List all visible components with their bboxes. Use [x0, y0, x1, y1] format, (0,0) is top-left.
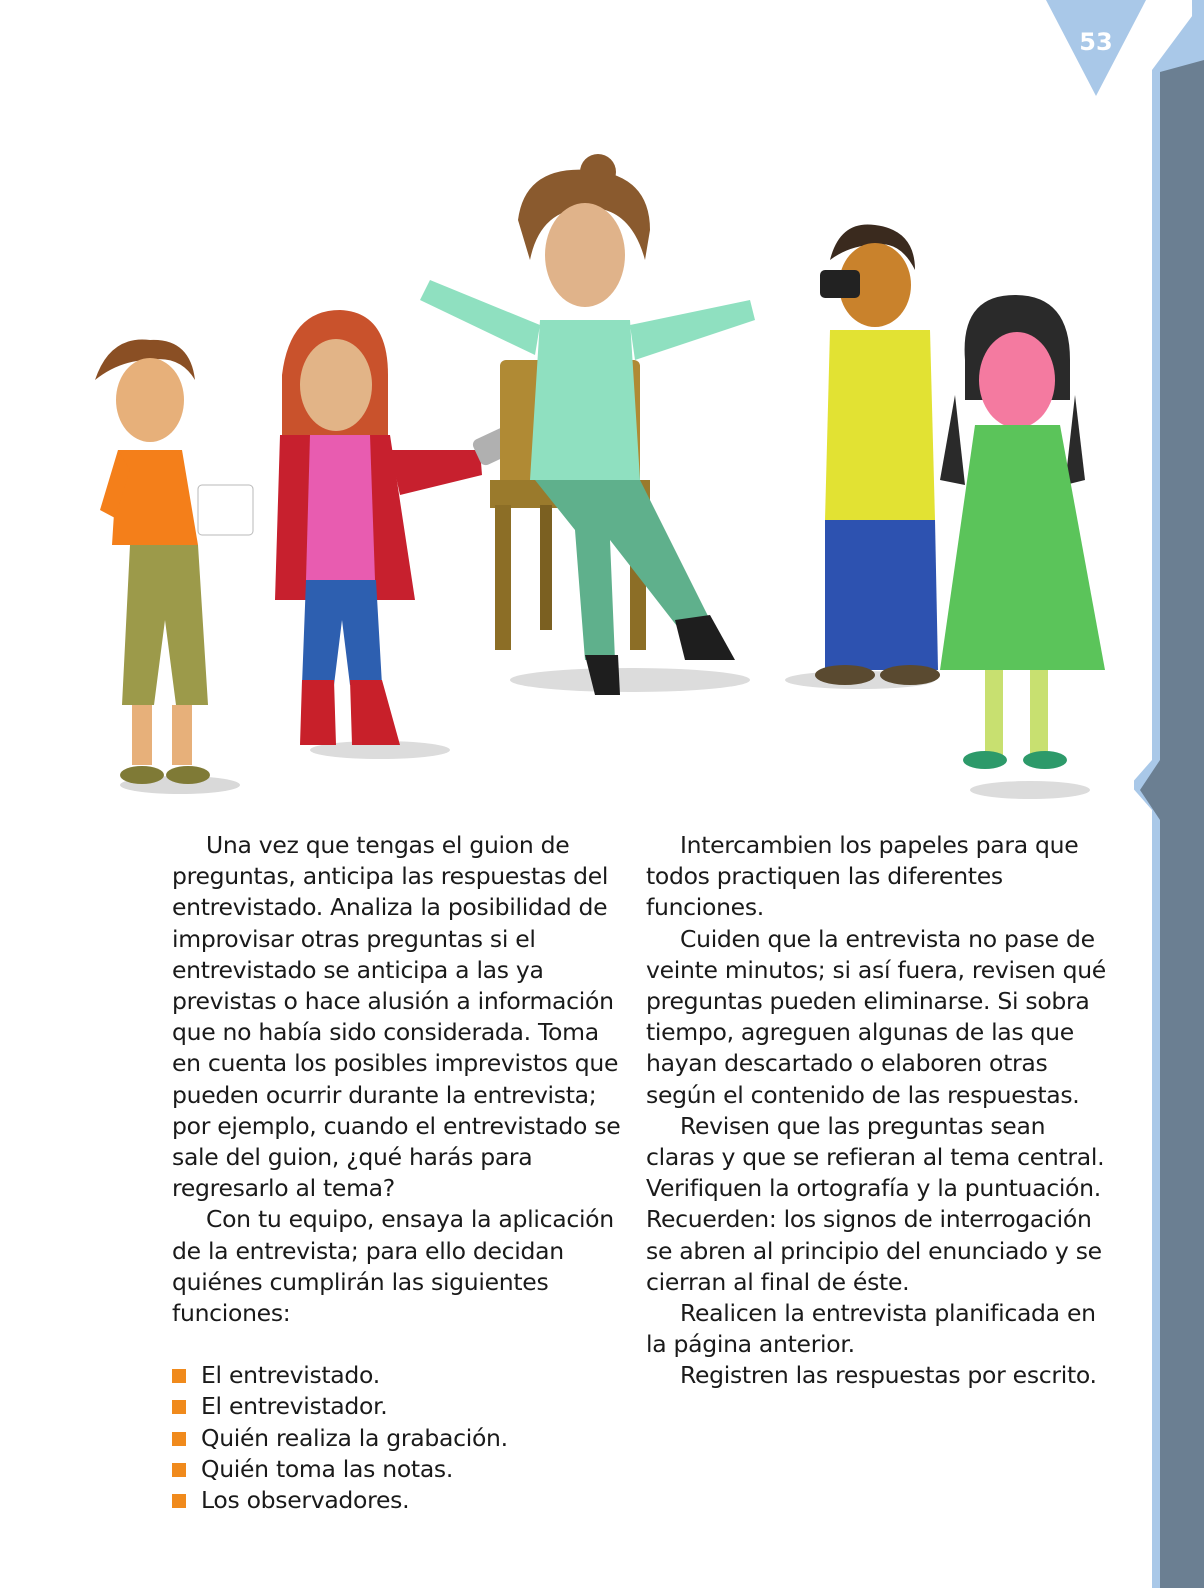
paragraph: Revisen que las preguntas sean claras y que se refieran al tema central. Verifiquen la ortografía y la puntuación. Recuerden: los signos de interrogación se abren al principio del enunciado y se cierran al final de éste.: [646, 1111, 1105, 1296]
list-item-text: El entrevistador.: [201, 1392, 388, 1421]
list-item-text: El entrevistado.: [201, 1361, 380, 1390]
page-edge-decoration: [1134, 0, 1204, 1588]
list-item: [172, 1454, 630, 1485]
paragraph: Cuiden que la entrevista no pase de veinte minutos; si así fuera, revisen qué preguntas pueden eliminarse. Si sobra tiempo, agreguen algunas de las que hayan descartado o elaboren otras según el contenido de las respuestas.: [646, 924, 1106, 1109]
paragraph: Con tu equipo, ensaya la aplicación de la entrevista; para ello decidan quiénes cumplirán las siguientes funciones:: [172, 1205, 614, 1328]
interview-illustration: [70, 150, 1140, 815]
seated-woman: [420, 154, 755, 695]
boy-with-camera: [815, 224, 940, 685]
list-item-text: Quién realiza la grabación.: [201, 1423, 508, 1452]
orange-square-bullet-icon: [172, 1432, 186, 1446]
page-number: 53: [1079, 28, 1113, 56]
orange-square-bullet-icon: [172, 1463, 186, 1477]
list-item: [172, 1391, 630, 1422]
list-item: [172, 1423, 630, 1454]
orange-square-bullet-icon: [172, 1400, 186, 1414]
list-item-text: Quién toma las notas.: [201, 1454, 454, 1483]
paragraph: Intercambien los papeles para que todos practiquen las diferentes funciones.: [646, 831, 1079, 922]
orange-square-bullet-icon: [172, 1369, 186, 1383]
list-item-text: Los observadores.: [201, 1486, 410, 1515]
left-column: [172, 830, 630, 1516]
paragraph: Una vez que tengas el guion de preguntas, anticipa las respuestas del entrevistado. Analiza la posibilidad de improvisar otras preguntas si el entrevistado se anticipa a las ya previstas o hace alusión a información que no había sido considerada. Toma en cuenta los posibles imprevistos que pueden ocurrir durante la entrevista; por ejemplo, cuando el entrevistado se sale del guion, ¿qué harás para regresarlo al tema?: [172, 831, 621, 1203]
roles-list: [172, 1360, 630, 1516]
list-item: [172, 1485, 630, 1516]
boy-with-notepad: [95, 340, 253, 785]
girl-with-recorder: [275, 310, 519, 745]
girl-covering-face: [940, 295, 1105, 769]
right-column: [646, 830, 1108, 1392]
list-item: [172, 1360, 630, 1391]
orange-square-bullet-icon: [172, 1494, 186, 1508]
paragraph: Realicen la entrevista planificada en la página anterior.: [646, 1299, 1096, 1359]
paragraph: Registren las respuestas por escrito.: [680, 1361, 1097, 1390]
